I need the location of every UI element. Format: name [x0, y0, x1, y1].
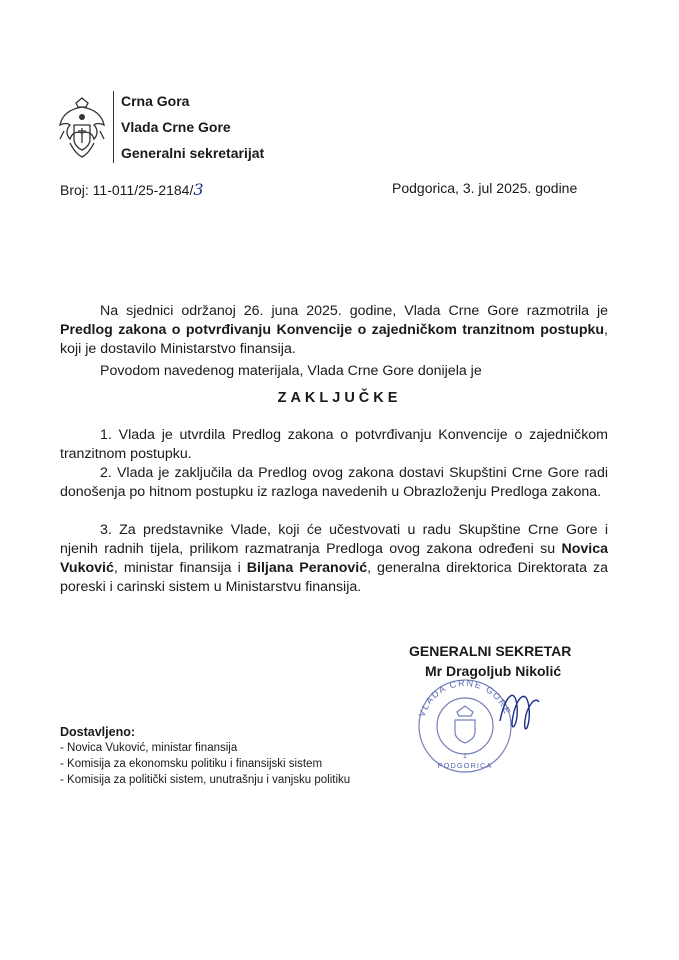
header-divider: [113, 91, 114, 163]
org-name-government: Vlada Crne Gore: [121, 119, 231, 135]
conclusion-1: 1. Vlada je utvrdila Predlog zakona o potvrđivanju Konvencije o zajedničkom tranzitnom postupku.: [60, 427, 608, 462]
delivery-list: [60, 724, 350, 788]
handwritten-reference-suffix: 3: [193, 180, 204, 199]
conclusion-3: 3. Za predstavnike Vlade, koji će učestvovati u radu Skupštine Crne Gore i njenih radnih tijela, prilikom razmatranja Predloga ovog zakona određeni su Novica Vuković, ministar finansija i Biljana Peranović, generalna direktorica Direktorata za poreski i carinski sistem u Ministarstvu finansija.: [60, 522, 609, 595]
signatory-title: GENERALNI SEKRETAR: [409, 643, 572, 659]
coat-of-arms-emblem: [54, 95, 110, 161]
delivery-item: - Novica Vuković, ministar finansija: [60, 742, 238, 754]
stamp-number: 1: [463, 753, 467, 760]
delivery-title: Dostavljeno:: [60, 725, 136, 739]
official-stamp: [405, 676, 555, 776]
signatory-name: Mr Dragoljub Nikolić: [425, 663, 562, 679]
intro-decision-line: Povodom navedenog materijala, Vlada Crne Gore donijela je: [100, 363, 482, 379]
conclusion-2: 2. Vlada je zaključila da Predlog ovog zakona dostavi Skupštini Crne Gore radi donošenja po hitnom postupku iz razloga navedenih u Obrazloženju Predloga zakona.: [60, 465, 608, 500]
org-name-secretariat: Generalni sekretarijat: [121, 145, 265, 161]
intro-paragraph: Na sjednici održanoj 26. juna 2025. godine, Vlada Crne Gore razmotrila je Predlog zakona o potvrđivanju Konvencije o zajedničkom tranzitnom postupku, koji je dostavilo Ministarstvo finansija.: [60, 303, 608, 357]
reference-number: Broj: 11-011/25-2184/3: [60, 180, 204, 199]
delivery-item: - Komisija za politički sistem, unutrašnju i vanjsku politiku: [60, 774, 351, 786]
delivery-item: - Komisija za ekonomsku politiku i finansijski sistem: [60, 758, 323, 770]
stamp-text-top: VLADA CRNE GORE: [416, 677, 513, 719]
conclusions-heading: ZAKLJUČKE: [277, 390, 402, 406]
stamp-city: PODGORICA: [437, 761, 493, 770]
org-name-country: Crna Gora: [121, 93, 190, 109]
place-and-date: Podgorica, 3. jul 2025. godine: [392, 180, 578, 196]
